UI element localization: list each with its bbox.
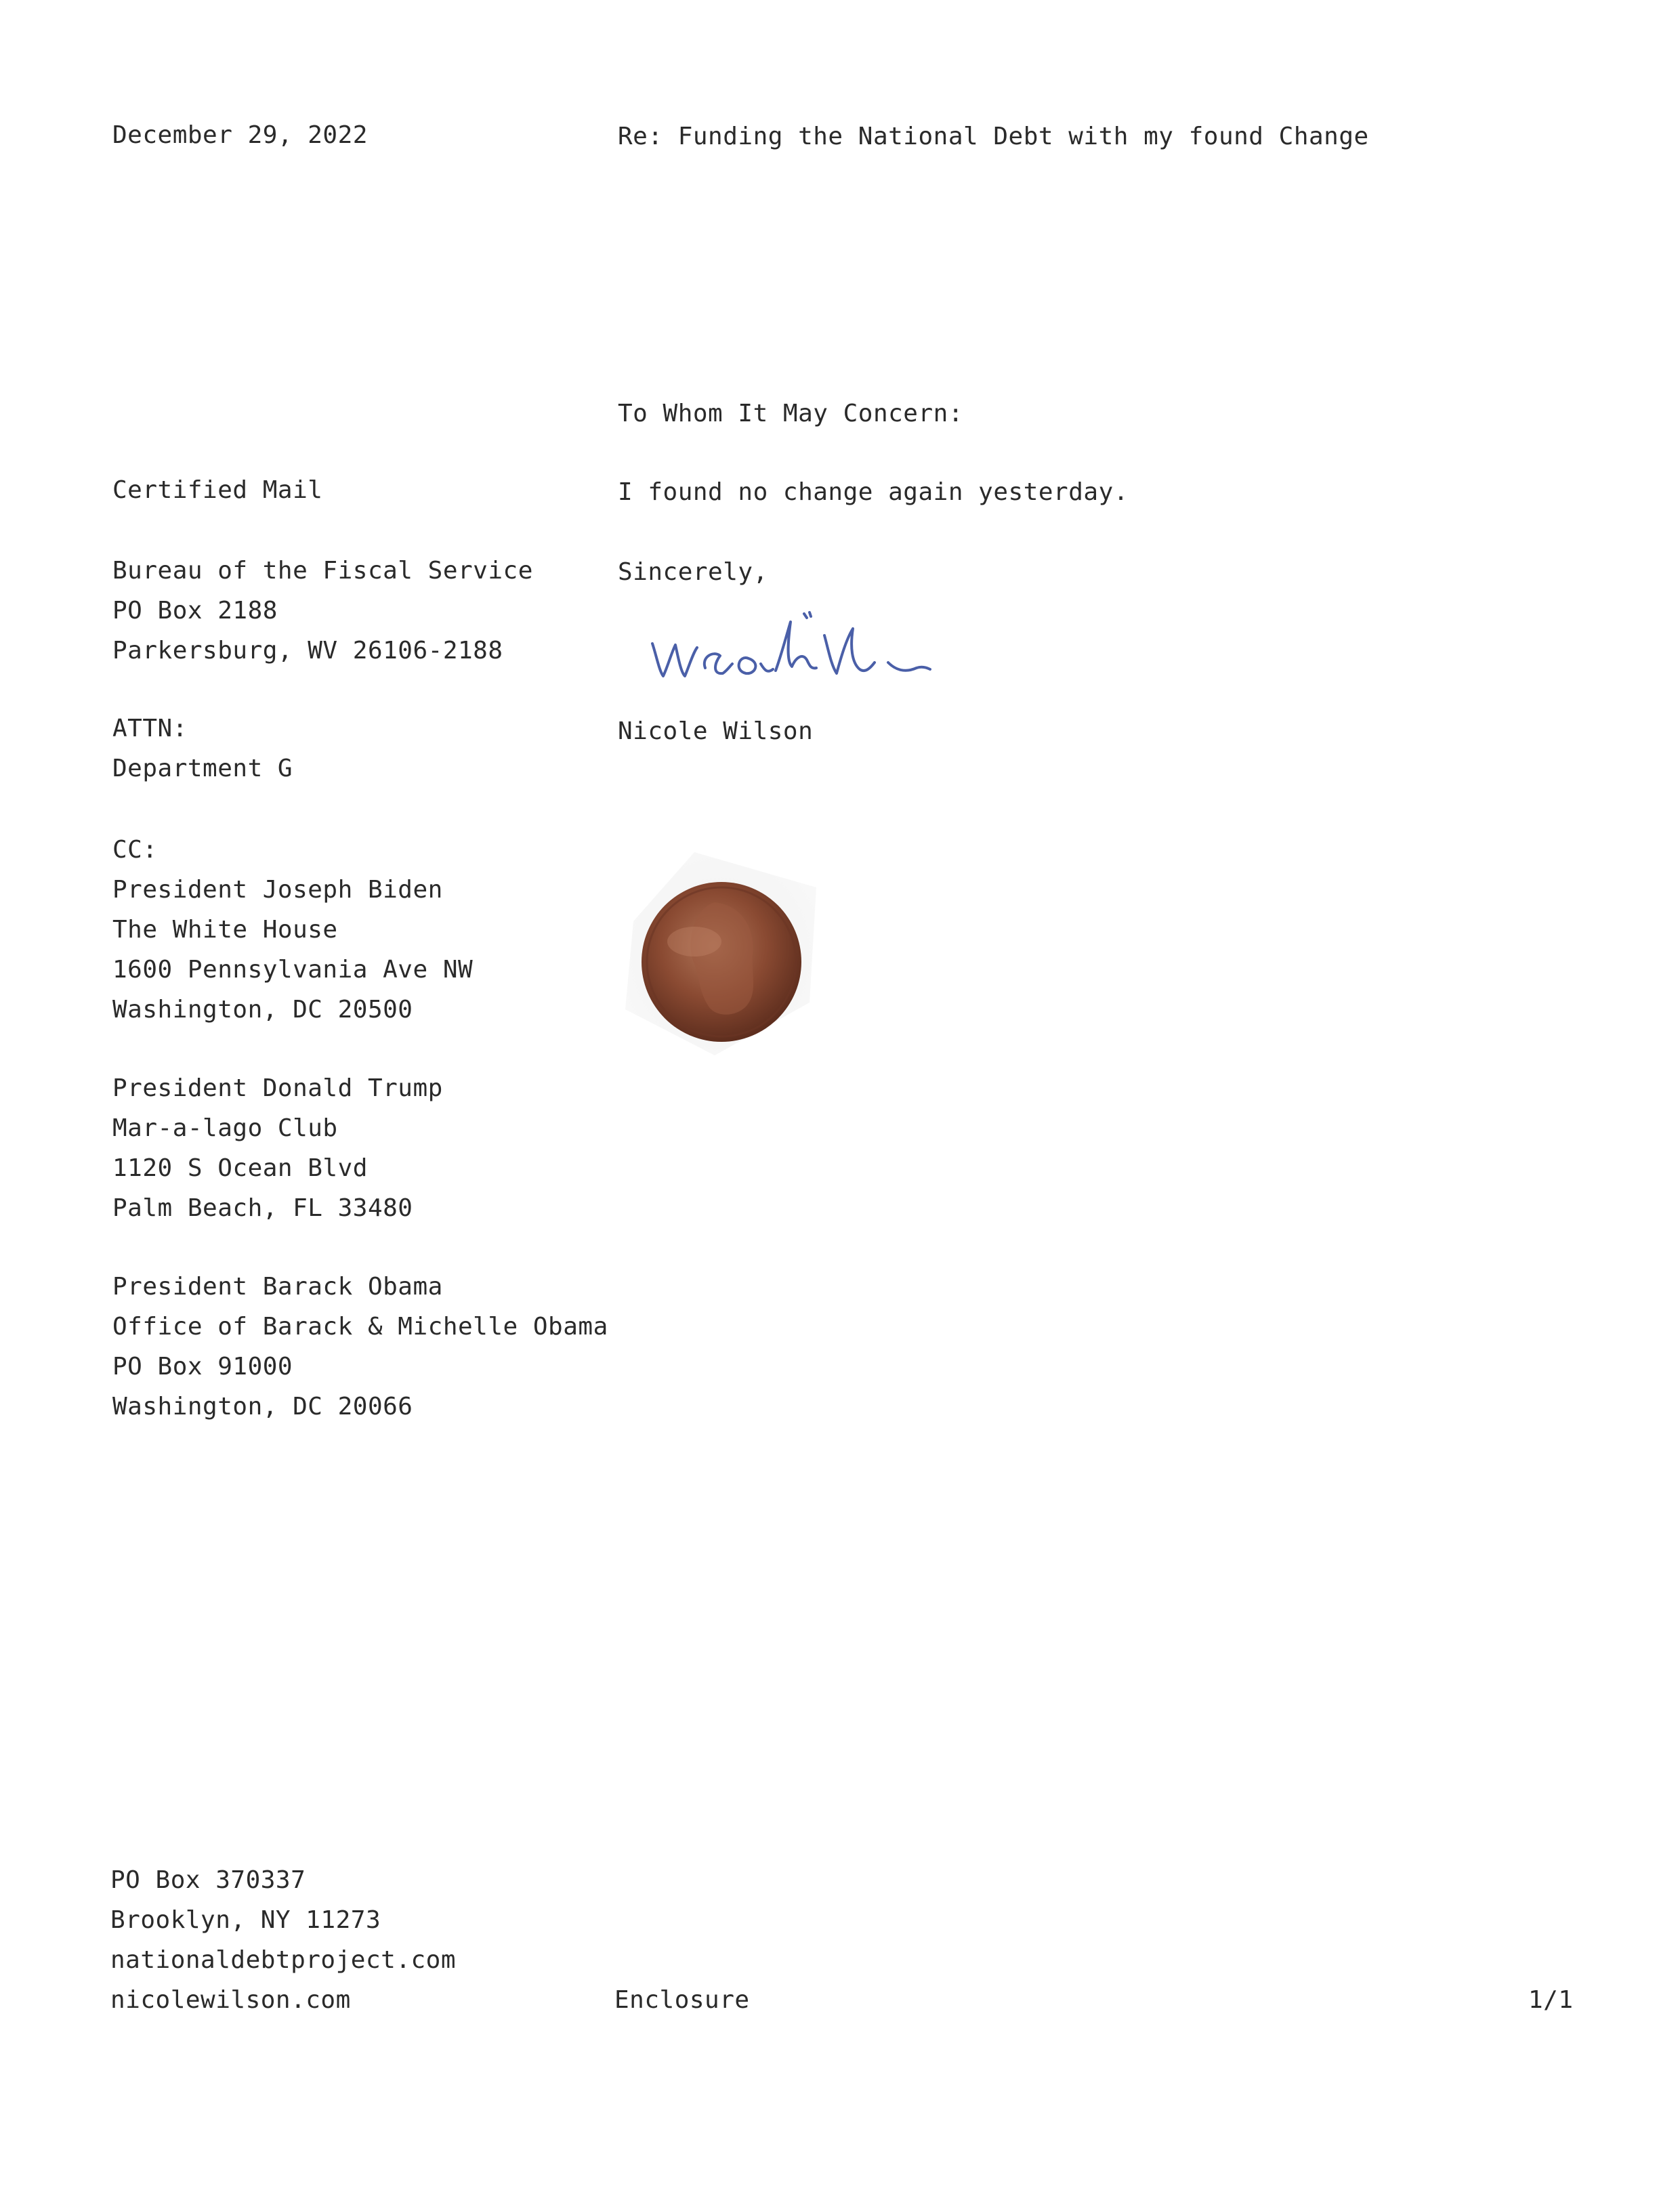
attn-label: ATTN: [112,715,188,742]
signer-name: Nicole Wilson [618,717,814,745]
enclosed-penny [613,840,837,1064]
cc-line: The White House [112,916,338,944]
cc-line: President Donald Trump [112,1074,443,1102]
sender-website: nationaldebtproject.com [110,1946,456,1974]
letter-body: I found no change again yesterday. [618,478,1129,506]
cc-line: President Joseph Biden [112,876,443,904]
recipient-line: PO Box 2188 [112,597,278,625]
salutation: To Whom It May Concern: [618,400,963,427]
sender-address [110,1860,456,2020]
cc-section [112,830,473,1030]
cc-label: CC: [112,836,158,864]
cc-line: Office of Barack & Michelle Obama [112,1313,608,1341]
letter-date: December 29, 2022 [112,121,368,149]
cc-line: PO Box 91000 [112,1353,293,1381]
cc-entry [112,1267,608,1427]
attn-department: Department G [112,755,293,782]
letter-subject: Re: Funding the National Debt with my found Change [618,123,1369,150]
recipient-address [112,551,533,671]
cc-line: 1120 S Ocean Blvd [112,1154,368,1182]
handwritten-signature [647,608,945,693]
attention-line [112,709,293,788]
cc-line: Washington, DC 20500 [112,996,413,1024]
sender-line: PO Box 370337 [110,1866,306,1894]
enclosure-label: Enclosure [614,1986,750,2014]
cc-line: Mar-a-lago Club [112,1114,338,1142]
recipient-line: Parkersburg, WV 26106-2188 [112,637,503,665]
mailing-method: Certified Mail [112,476,323,504]
sender-line: Brooklyn, NY 11273 [110,1906,381,1934]
closing: Sincerely, [618,558,768,586]
cc-entry [112,1068,443,1228]
recipient-line: Bureau of the Fiscal Service [112,557,533,585]
cc-line: 1600 Pennsylvania Ave NW [112,956,474,984]
cc-line: President Barack Obama [112,1273,443,1301]
page-number: 1/1 [1528,1986,1574,2014]
sender-website: nicolewilson.com [110,1986,351,2014]
cc-line: Palm Beach, FL 33480 [112,1194,413,1222]
cc-line: Washington, DC 20066 [112,1393,413,1421]
